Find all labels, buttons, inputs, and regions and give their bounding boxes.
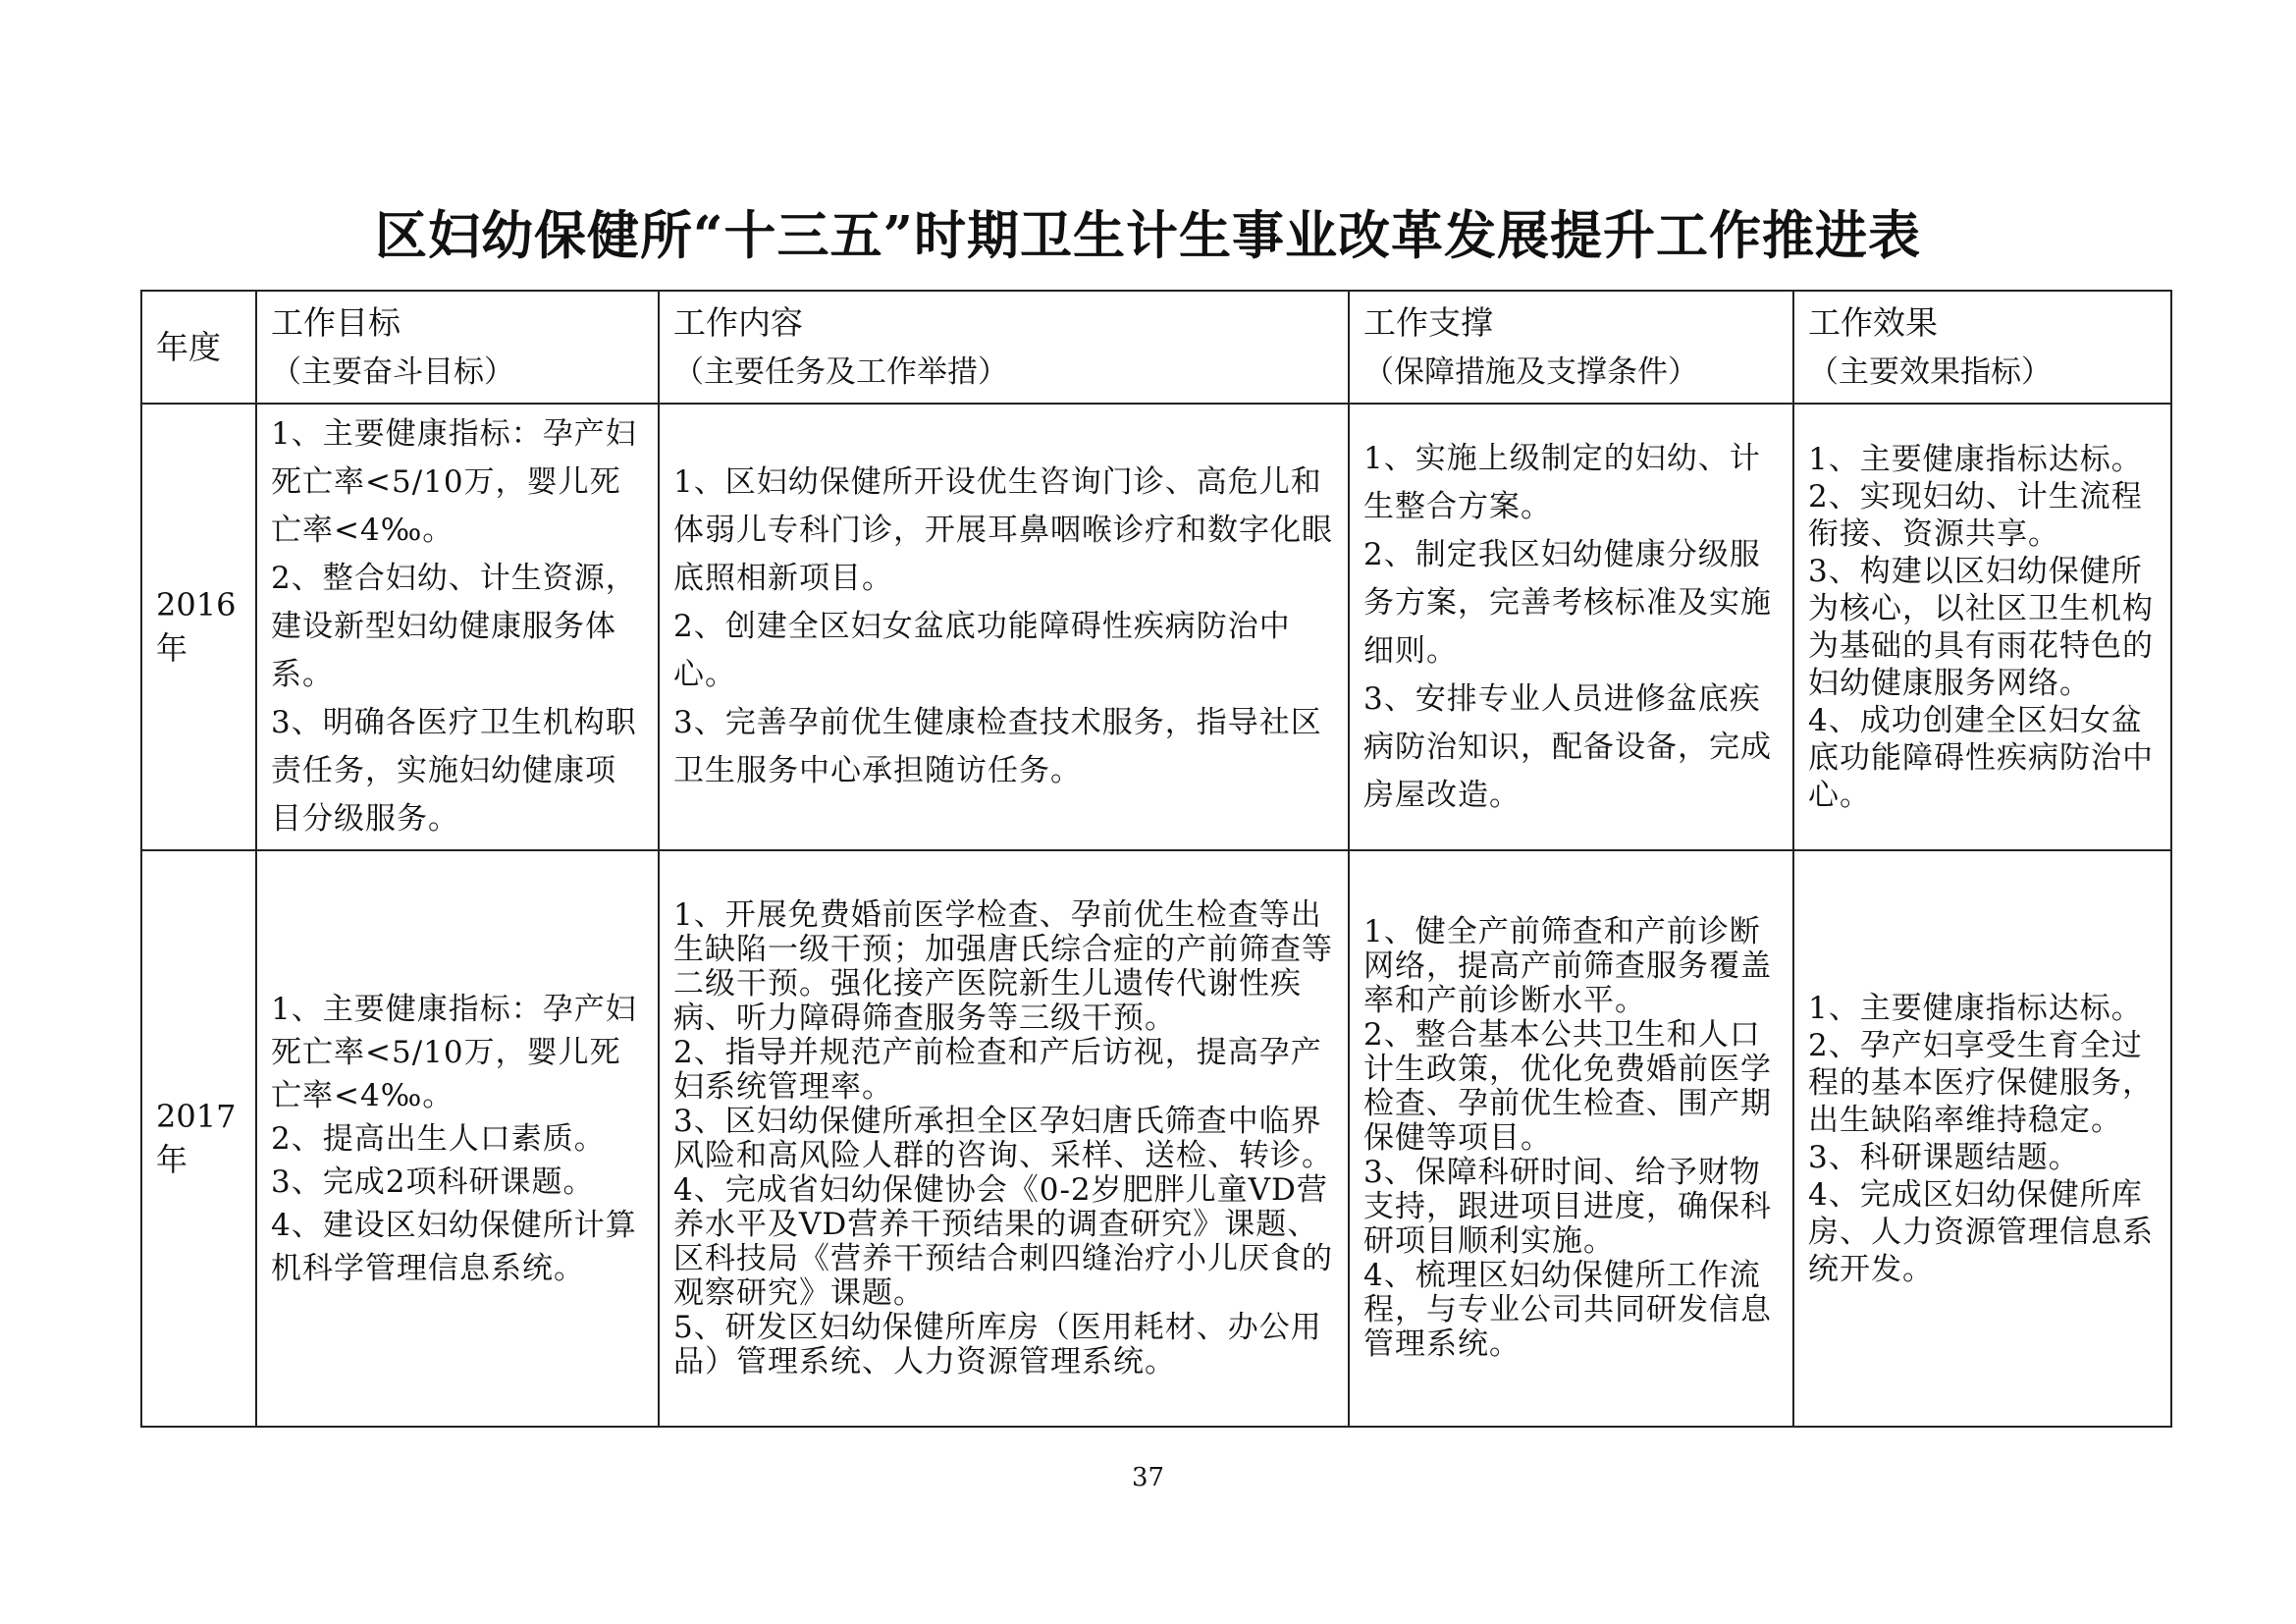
header-support-title: 工作支撑	[1363, 302, 1493, 342]
goal-cell	[256, 404, 659, 850]
header-effect	[1793, 291, 2171, 404]
support-item: 4、梳理区妇幼保健所工作流程，与专业公司共同研发信息管理系统。	[1363, 1258, 1772, 1362]
goal-item: 2、整合妇幼、计生资源，建设新型妇幼健康服务体系。	[271, 561, 637, 692]
support-item: 2、制定我区妇幼健康分级服务方案，完善考核标准及实施细则。	[1363, 536, 1772, 669]
support-item: 2、整合基本公共卫生和人口计生政策，优化免费婚前医学检查、孕前优生检查、围产期保健等项目。	[1363, 1017, 1772, 1156]
year-cell: 2017年	[141, 850, 256, 1427]
goal-cell	[256, 850, 659, 1427]
support-cell	[1349, 850, 1793, 1427]
header-content-title: 工作内容	[673, 302, 803, 342]
content-item: 5、研发区妇幼保健所库房（医用耗材、办公用品）管理系统、人力资源管理系统。	[673, 1309, 1322, 1380]
effect-item: 4、成功创建全区妇女盆底功能障碍性疾病防治中心。	[1808, 702, 2154, 813]
work-plan-table	[140, 290, 2172, 1428]
header-effect-subtitle: （主要效果指标）	[1808, 353, 2052, 390]
content-item: 3、完善孕前优生健康检查技术服务，指导社区卫生服务中心承担随访任务。	[673, 705, 1322, 788]
content-item: 1、开展免费婚前医学检查、孕前优生检查等出生缺陷一级干预；加强唐氏综合症的产前筛查等二级干预。强化接产医院新生儿遗传代谢性疾病、听力障碍筛查服务等三级干预。	[673, 896, 1333, 1036]
effect-item: 3、构建以区妇幼保健所为核心，以社区卫生机构为基础的具有雨花特色的妇幼健康服务网络。	[1808, 553, 2154, 701]
document-title: 区妇幼保健所“十三五”时期卫生计生事业改革发展提升工作推进表	[375, 205, 1921, 266]
goal-item: 1、主要健康指标：孕产妇死亡率<5/10万，婴儿死亡率<4‰。	[271, 991, 637, 1113]
effect-item: 2、实现妇幼、计生流程衔接、资源共享。	[1808, 478, 2143, 552]
effect-cell	[1793, 850, 2171, 1427]
content-cell	[659, 850, 1349, 1427]
page-number: 37	[1131, 1463, 1165, 1492]
content-cell	[659, 404, 1349, 850]
content-item: 4、完成省妇幼保健协会《0-2岁肥胖儿童VD营养水平及VD营养干预结果的调查研究》课题、区科技局《营养干预结合刺四缝治疗小儿厌食的观察研究》课题。	[673, 1171, 1333, 1311]
goal-item: 2、提高出生人口素质。	[271, 1120, 606, 1157]
header-year: 年度	[141, 291, 256, 404]
content-item: 2、指导并规范产前检查和产后访视，提高孕产妇系统管理率。	[673, 1034, 1322, 1105]
header-goal-subtitle: （主要奋斗目标）	[271, 353, 514, 390]
header-effect-title: 工作效果	[1808, 302, 1938, 342]
content-item: 2、创建全区妇女盆底功能障碍性疾病防治中心。	[673, 609, 1291, 692]
header-content-subtitle: （主要任务及工作举措）	[673, 353, 1008, 390]
effect-item: 1、主要健康指标达标。	[1808, 990, 2143, 1026]
table-row	[141, 404, 2171, 850]
content-item: 1、区妇幼保健所开设优生咨询门诊、高危儿和体弱儿专科门诊，开展耳鼻咽喉诊疗和数字化眼底照相新项目。	[673, 464, 1333, 596]
goal-item: 3、明确各医疗卫生机构职责任务，实施妇幼健康项目分级服务。	[271, 705, 637, 837]
support-item: 3、保障科研时间、给予财物支持，跟进项目进度，确保科研项目顺利实施。	[1363, 1155, 1772, 1259]
table-row	[141, 850, 2171, 1427]
header-goal	[256, 291, 659, 404]
support-cell	[1349, 404, 1793, 850]
support-item: 1、实施上级制定的妇幼、计生整合方案。	[1363, 440, 1761, 524]
support-item: 3、安排专业人员进修盆底疾病防治知识，配备设备，完成房屋改造。	[1363, 680, 1772, 813]
header-content	[659, 291, 1349, 404]
header-goal-title: 工作目标	[271, 302, 400, 342]
support-item: 1、健全产前筛查和产前诊断网络，提高产前筛查服务覆盖率和产前诊断水平。	[1363, 914, 1772, 1018]
header-support	[1349, 291, 1793, 404]
goal-item: 3、完成2项科研课题。	[271, 1164, 595, 1200]
effect-item: 4、完成区妇幼保健所库房、人力资源管理信息系统开发。	[1808, 1176, 2154, 1287]
effect-item: 1、主要健康指标达标。	[1808, 441, 2143, 477]
effect-cell	[1793, 404, 2171, 850]
goal-item: 4、建设区妇幼保健所计算机科学管理信息系统。	[271, 1207, 637, 1286]
goal-item: 1、主要健康指标：孕产妇死亡率<5/10万，婴儿死亡率<4‰。	[271, 416, 637, 548]
effect-item: 3、科研课题结题。	[1808, 1139, 2080, 1175]
content-item: 3、区妇幼保健所承担全区孕妇唐氏筛查中临界风险和高风险人群的咨询、采样、送检、转诊。	[673, 1103, 1333, 1173]
table-header-row	[141, 291, 2171, 404]
year-cell: 2016年	[141, 404, 256, 850]
effect-item: 2、孕产妇享受生育全过程的基本医疗保健服务，出生缺陷率维持稳定。	[1808, 1027, 2154, 1138]
header-support-subtitle: （保障措施及支撑条件）	[1363, 353, 1698, 390]
